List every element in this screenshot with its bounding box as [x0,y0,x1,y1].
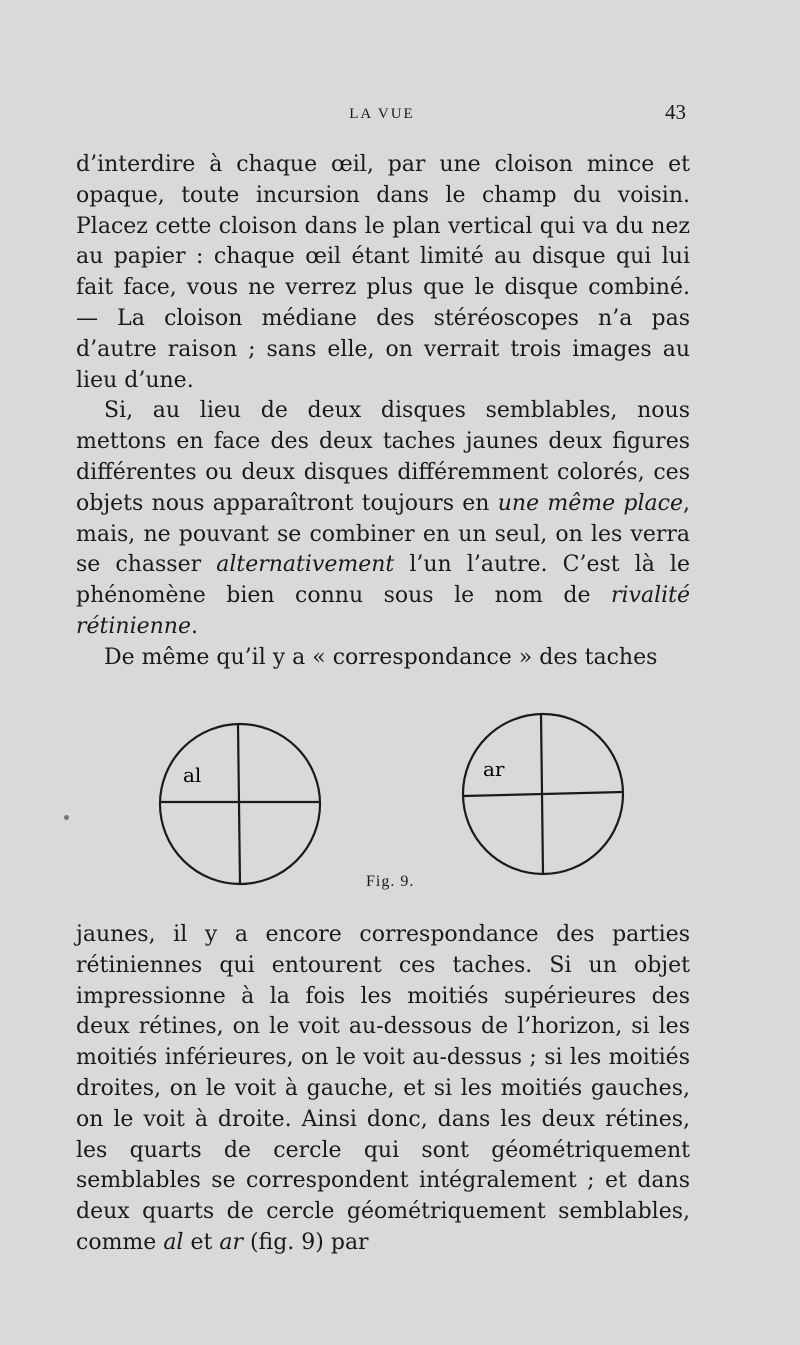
running-title: LA VUE [349,106,415,122]
paragraph-1: d’interdire à chaque œil, par une cloison mince et opaque, toute incursion dans le champ du voisin. Placez cette cloison dans le plan vertical qui va du nez au papier : chaque œil étant limité au disque qui lui fait face, vous ne verrez plus que le disque combiné. — La cloison médiane des stéréoscopes n’a pas d’autre raison ; sans elle, on verrait trois images au lieu d’une. [76,152,690,393]
text-block-bottom [76,920,690,1259]
right-disc [463,714,623,874]
paragraph-3-text-2: et [183,1229,220,1255]
running-head [78,100,686,128]
paragraph-2-text-1: Si, au lieu de deux disques semblables, nous mettons en face des deux taches jaunes deux figures différentes ou deux disques différemment colorés, ces objets nous apparaîtront toujours en [76,398,690,516]
paragraph-2-text-4: . [191,613,198,639]
paragraph-3-start: De même qu’il y a « correspondance » des taches [104,644,658,670]
right-disc-label: ar [483,757,505,781]
emphasis-al: al [163,1229,184,1255]
paragraph-3-text-3: (fig. 9) par [242,1229,369,1255]
figure-caption: Fig. 9. [366,873,415,890]
left-disc-vertical-line [238,724,240,884]
paragraph-2-text-3: l’un l’autre. C’est là le phénomène bien connu sous le nom de [76,552,690,609]
emphasis-alternativement: alternativement [216,552,395,578]
text-block-top [76,150,690,674]
emphasis-une-meme-place: une même place [497,490,683,516]
paragraph-3-continued [76,920,690,1259]
left-disc [160,724,320,884]
paragraph-2-text-2: , mais, ne pouvant se combiner en un seul, on les verra se chasser [76,490,690,578]
emphasis-rivalite-retinienne: rivalité rétinienne [76,583,690,639]
emphasis-ar: ar [219,1229,243,1255]
right-disc-vertical-line [541,714,543,874]
figure-9 [150,706,640,906]
print-speck [64,815,69,820]
paragraph-3-text-1: jaunes, il y a encore correspondance des parties rétiniennes qui entourent ces taches. Si un objet impressionne à la fois les moitiés supérieures des deux rétines, on le voit au-dessous de l’horizon, si les moitiés inférieures, on le voit au-dessus ; si les moitiés droites, on le voit à gauche, et si les moitiés gauches, on le voit à droite. Ainsi donc, dans les deux rétines, les quarts de cercle qui sont géométriquement semblables se correspondent intégralement ; et dans deux quarts de cercle géométriquement semblables, comme [76,922,690,1255]
left-disc-label: al [183,763,202,787]
paragraph-2 [76,396,690,642]
page-number: 43 [665,100,686,124]
